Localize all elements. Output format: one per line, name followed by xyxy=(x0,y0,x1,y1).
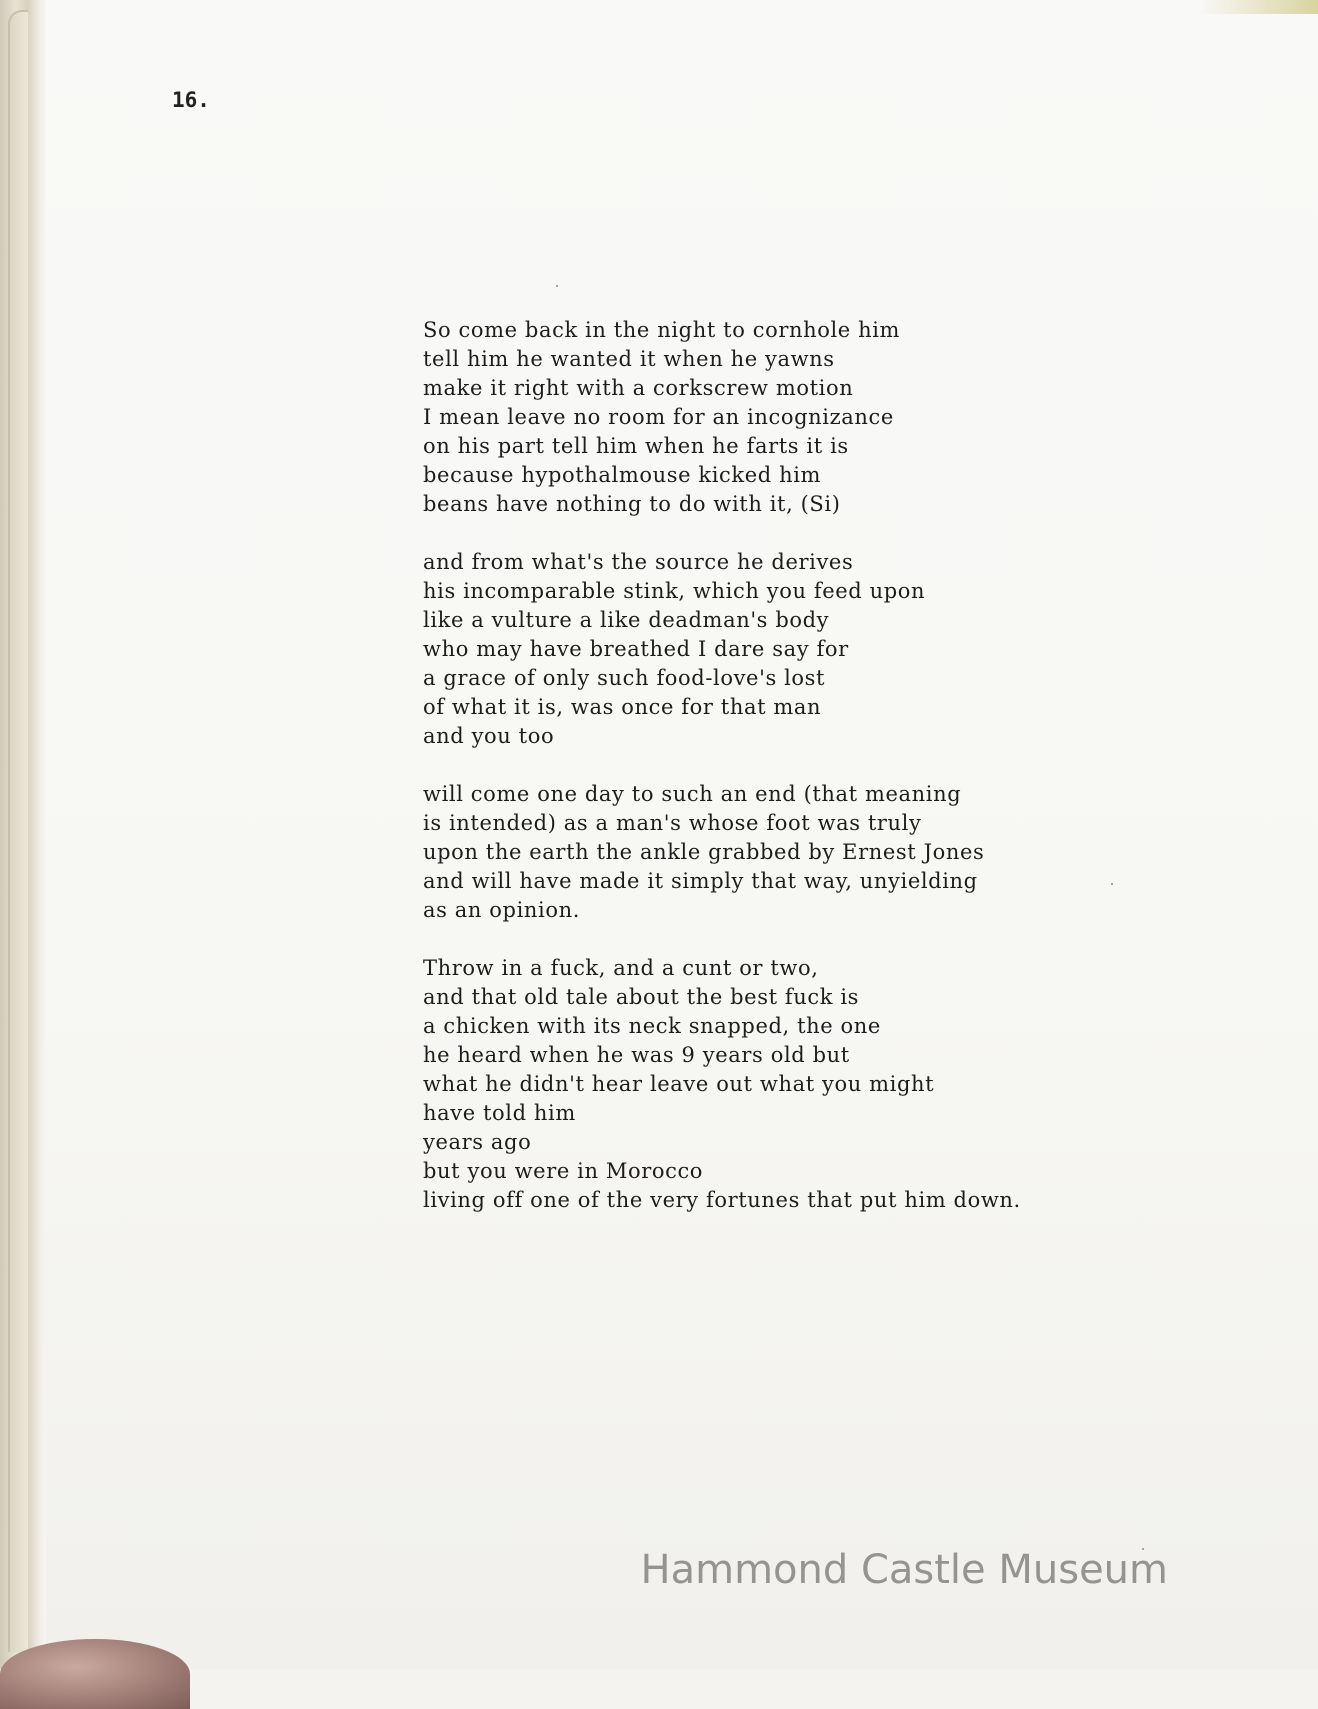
poem-line: of what it is, was once for that man xyxy=(423,695,822,719)
stanza-3 xyxy=(423,780,1163,925)
poem-line: what he didn't hear leave out what you might xyxy=(423,1072,935,1096)
poem-line: beans have nothing to do with it, (Si) xyxy=(423,492,841,516)
stanza-4 xyxy=(423,954,1163,1215)
poem-line: living off one of the very fortunes that put him down. xyxy=(423,1188,1021,1212)
paper-speck xyxy=(556,285,558,287)
poem-line: and will have made it simply that way, unyielding xyxy=(423,869,978,893)
poem-line: but you were in Morocco xyxy=(423,1159,704,1183)
poem xyxy=(423,316,1163,1244)
poem-line: because hypothalmouse kicked him xyxy=(423,463,822,487)
poem-line: I mean leave no room for an incognizance xyxy=(423,405,894,429)
poem-line: as an opinion. xyxy=(423,898,580,922)
stanza-1 xyxy=(423,316,1163,519)
book-binding xyxy=(0,0,47,1669)
binding-edge xyxy=(8,10,28,1652)
poem-line: his incomparable stink, which you feed upon xyxy=(423,579,926,603)
book-page xyxy=(46,0,1318,1669)
poem-line: a grace of only such food-love's lost xyxy=(423,666,826,690)
poem-line: a chicken with its neck snapped, the one xyxy=(423,1014,881,1038)
poem-line: So come back in the night to cornhole him xyxy=(423,318,901,342)
poem-line: have told him xyxy=(423,1101,576,1125)
page-corner-tint xyxy=(1198,0,1318,14)
poem-line: who may have breathed I dare say for xyxy=(423,637,849,661)
poem-line: years ago xyxy=(423,1130,532,1154)
page-number: 16. xyxy=(172,88,210,112)
poem-line: like a vulture a like deadman's body xyxy=(423,608,830,632)
poem-line: upon the earth the ankle grabbed by Ernest Jones xyxy=(423,840,985,864)
paper-speck xyxy=(1111,883,1113,885)
poem-line: and from what's the source he derives xyxy=(423,550,854,574)
poem-line: he heard when he was 9 years old but xyxy=(423,1043,850,1067)
poem-line: on his part tell him when he farts it is xyxy=(423,434,849,458)
thumb xyxy=(0,1639,190,1709)
poem-line: and you too xyxy=(423,724,555,748)
stanza-2 xyxy=(423,548,1163,751)
poem-line: Throw in a fuck, and a cunt or two, xyxy=(423,956,819,980)
poem-line: and that old tale about the best fuck is xyxy=(423,985,860,1009)
poem-line: tell him he wanted it when he yawns xyxy=(423,347,835,371)
poem-line: will come one day to such an end (that meaning xyxy=(423,782,962,806)
poem-line: make it right with a corkscrew motion xyxy=(423,376,854,400)
watermark: Hammond Castle Museum xyxy=(640,1547,1168,1593)
poem-line: is intended) as a man's whose foot was truly xyxy=(423,811,922,835)
